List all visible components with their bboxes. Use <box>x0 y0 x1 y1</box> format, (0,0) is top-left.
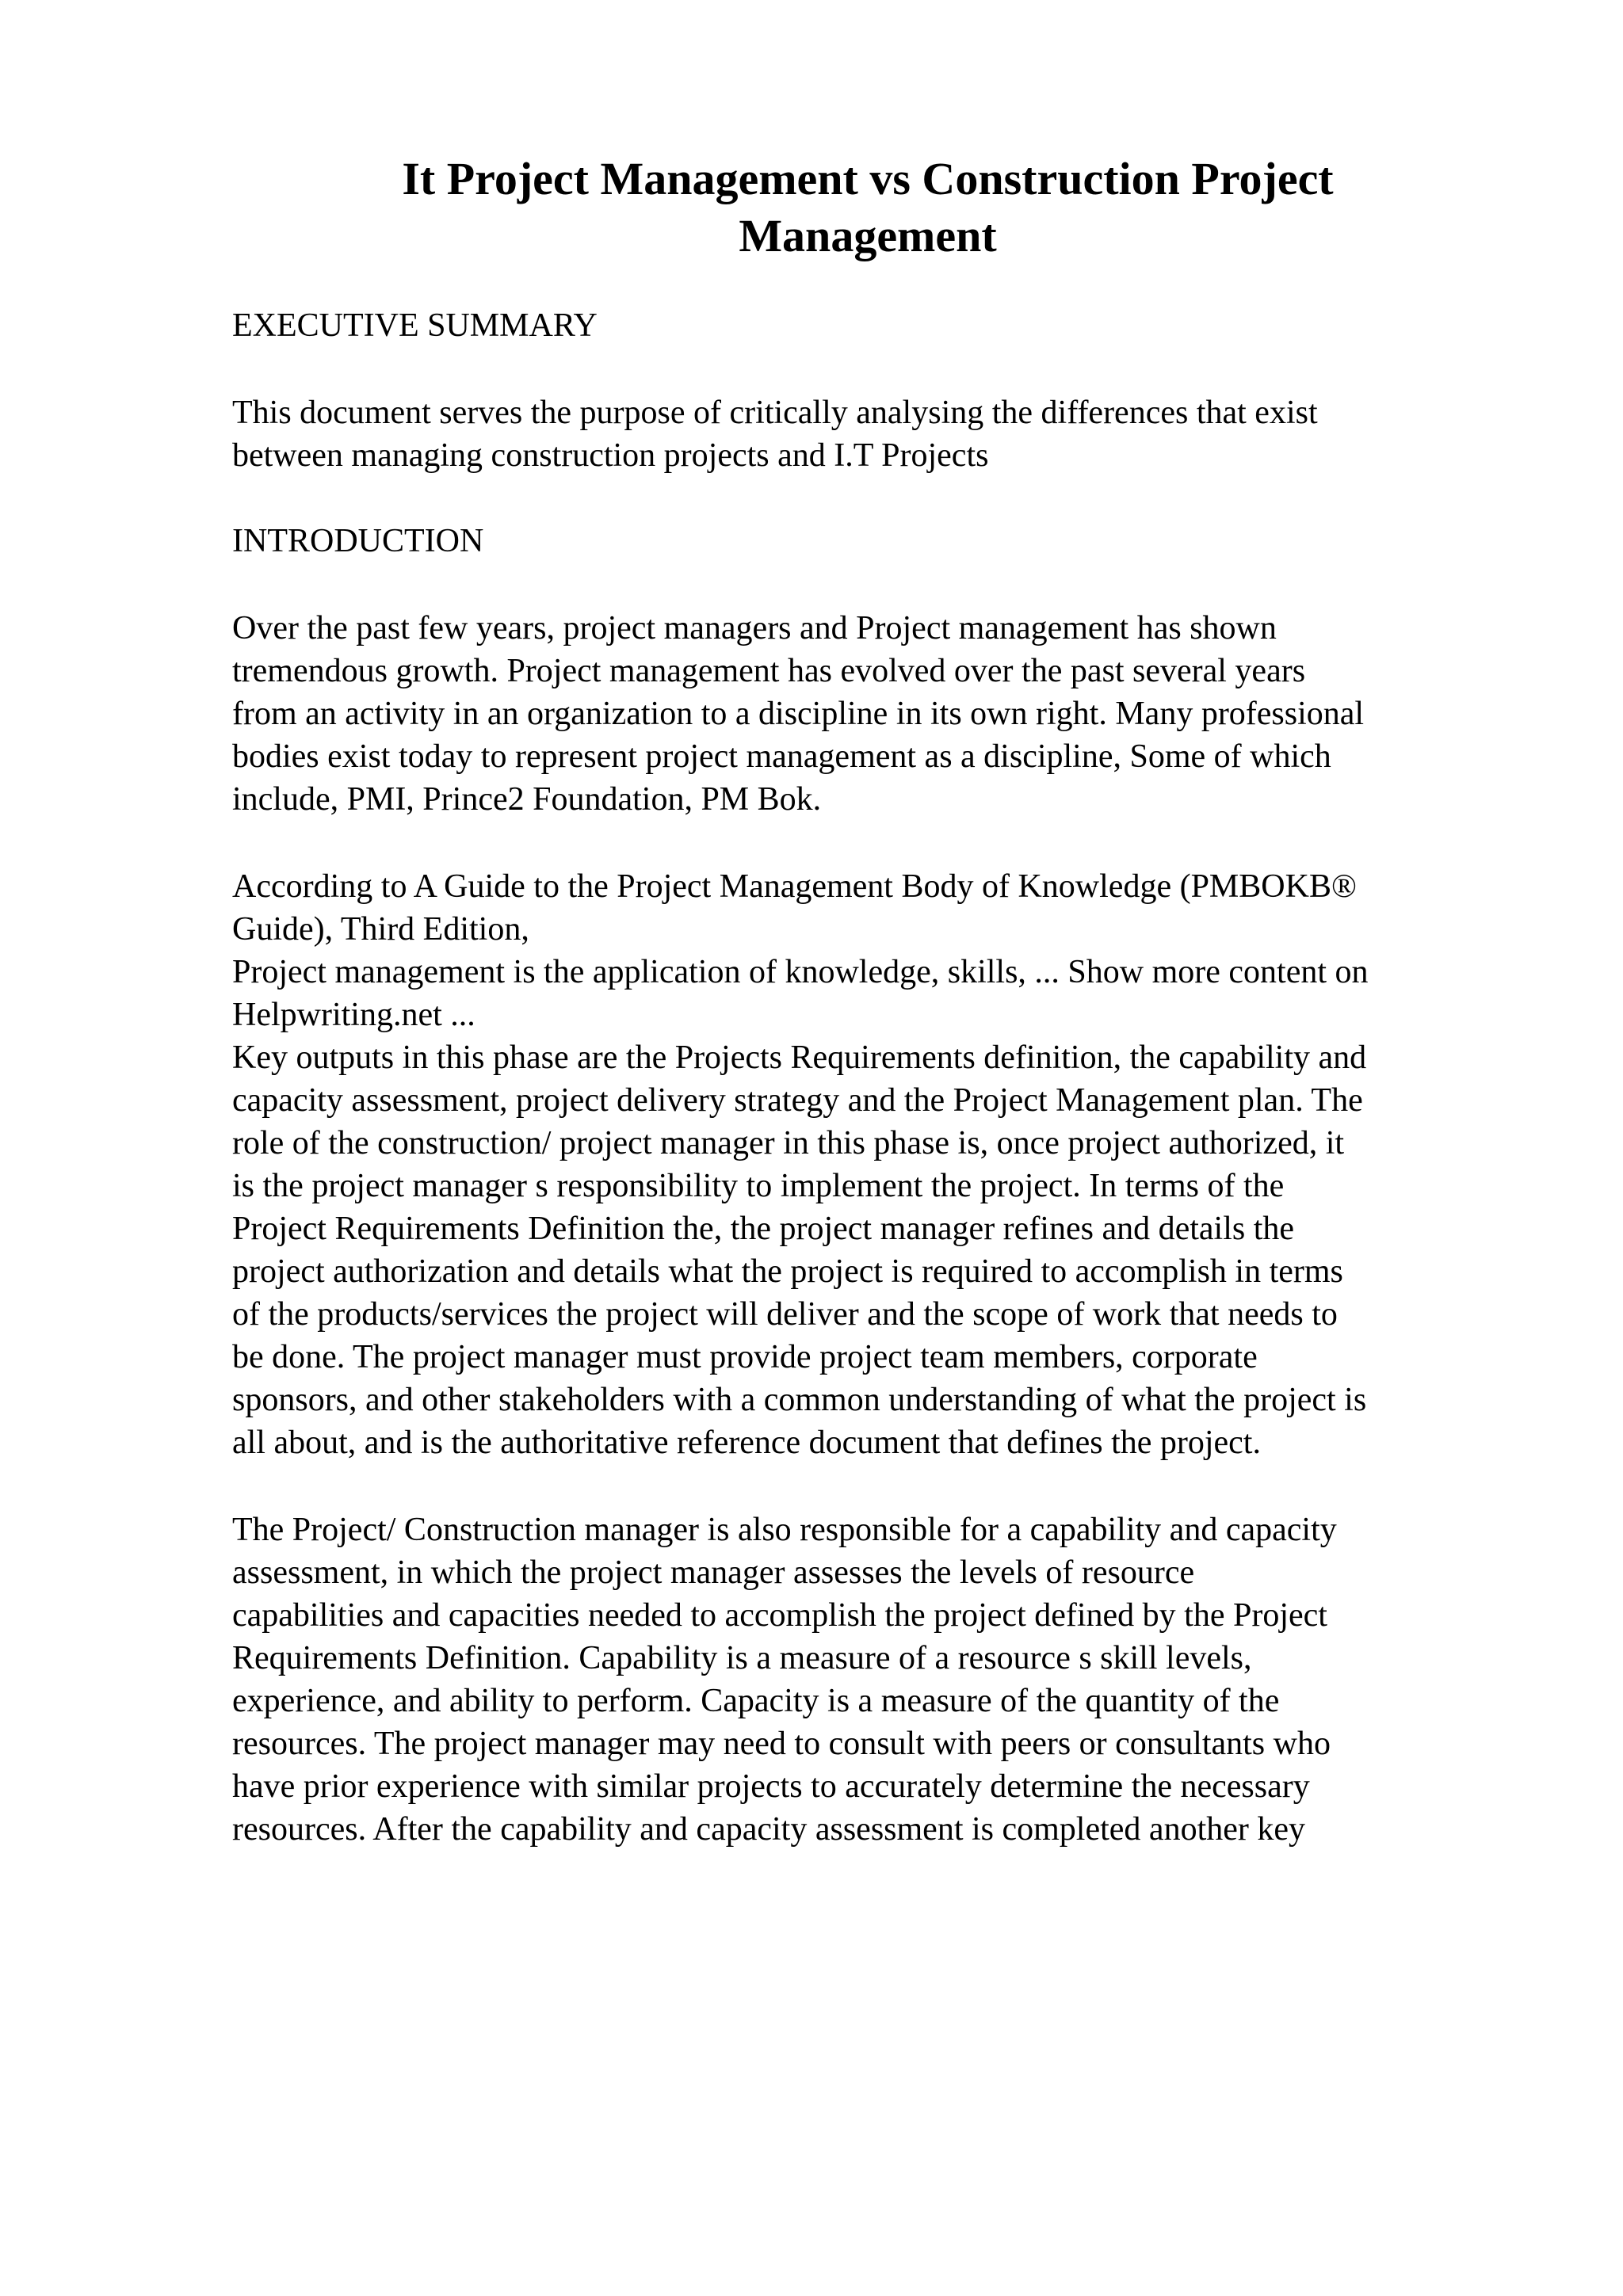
text-line: bodies exist today to represent project management as a discipline, Some of which <box>232 738 1331 775</box>
text-line: between managing construction projects and I.T Projects <box>232 437 989 474</box>
text-line: be done. The project manager must provide project team members, corporate <box>232 1339 1258 1375</box>
text-line: have prior experience with similar projects to accurately determine the necessary <box>232 1768 1310 1805</box>
text-line: Key outputs in this phase are the Projects Requirements definition, the capability and <box>232 1039 1367 1076</box>
text-line: experience, and ability to perform. Capacity is a measure of the quantity of the <box>232 1683 1280 1719</box>
title-line-2: Management <box>739 210 997 261</box>
introduction-heading: INTRODUCTION <box>232 523 484 559</box>
text-line: Project management is the application of knowledge, skills, ... Show more content on <box>232 954 1369 990</box>
text-line: capacity assessment, project delivery strategy and the Project Management plan. The <box>232 1082 1363 1119</box>
text-line: project authorization and details what the project is required to accomplish in terms <box>232 1253 1343 1290</box>
title-line-1: It Project Management vs Construction Project <box>402 153 1334 204</box>
text-line: Project Requirements Definition the, the project manager refines and details the <box>232 1211 1295 1247</box>
text-line: include, PMI, Prince2 Foundation, PM Bok. <box>232 781 822 818</box>
text-line: This document serves the purpose of critically analysing the differences that exist <box>232 395 1318 431</box>
executive-summary-heading: EXECUTIVE SUMMARY <box>232 307 598 344</box>
text-line: from an activity in an organization to a discipline in its own right. Many professional <box>232 696 1365 732</box>
text-line: all about, and is the authoritative reference document that defines the project. <box>232 1425 1261 1461</box>
document-title <box>262 151 1474 265</box>
text-line: capabilities and capacities needed to accomplish the project defined by the Project <box>232 1597 1327 1634</box>
text-line: resources. The project manager may need to consult with peers or consultants who <box>232 1726 1331 1762</box>
text-line: assessment, in which the project manager assesses the levels of resource <box>232 1554 1195 1591</box>
text-line: of the products/services the project will deliver and the scope of work that needs to <box>232 1296 1338 1333</box>
text-line: Over the past few years, project managers and Project management has shown <box>232 610 1277 646</box>
text-line: The Project/ Construction manager is also responsible for a capability and capacity <box>232 1512 1337 1548</box>
text-line: is the project manager s responsibility to implement the project. In terms of the <box>232 1168 1285 1204</box>
text-line: Guide), Third Edition, <box>232 911 529 948</box>
text-line: sponsors, and other stakeholders with a common understanding of what the project is <box>232 1382 1367 1418</box>
text-line: Helpwriting.net ... <box>232 997 475 1033</box>
text-line: resources. After the capability and capacity assessment is completed another key <box>232 1811 1306 1848</box>
text-line: According to A Guide to the Project Management Body of Knowledge (PMBOKB® <box>232 868 1357 905</box>
text-line: tremendous growth. Project management has evolved over the past several years <box>232 653 1306 689</box>
text-line: Requirements Definition. Capability is a measure of a resource s skill levels, <box>232 1640 1252 1676</box>
text-line: role of the construction/ project manager in this phase is, once project authorized, it <box>232 1125 1345 1161</box>
